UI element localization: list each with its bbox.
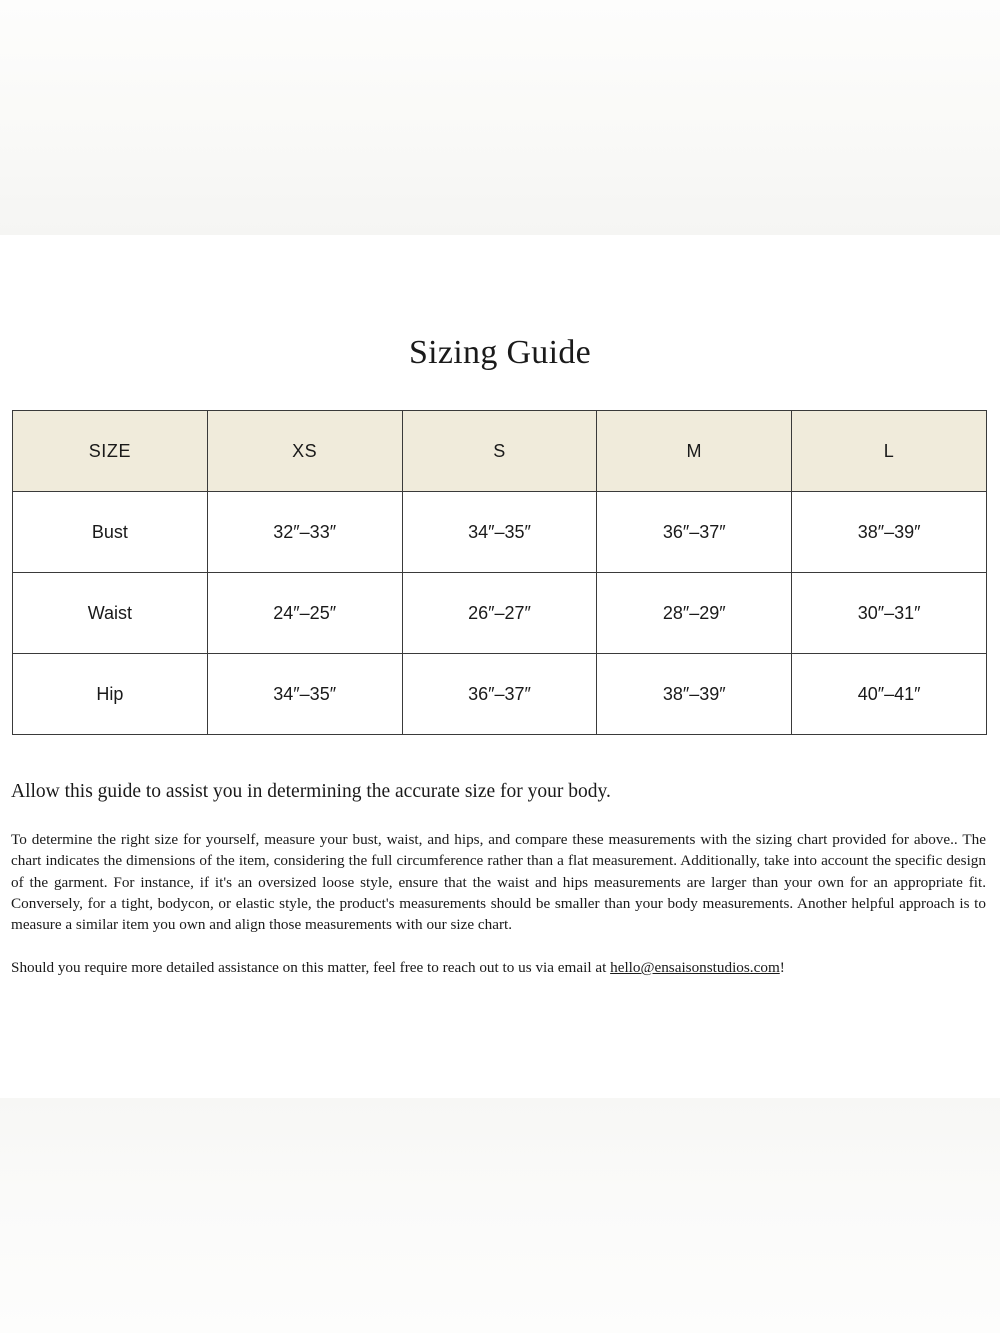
row-label-waist: Waist xyxy=(13,573,208,654)
header-cell-l: L xyxy=(792,411,987,492)
contact-end: ! xyxy=(779,959,785,976)
header-cell-m: M xyxy=(597,411,792,492)
table-row-hip xyxy=(13,654,987,735)
email-link[interactable]: hello@ensaisonstudios.com xyxy=(610,959,780,976)
bottom-background-band xyxy=(0,1098,1000,1333)
top-background-band xyxy=(0,0,1000,235)
table-cell: 34″–35″ xyxy=(207,654,402,735)
table-cell: 30″–31″ xyxy=(792,573,987,654)
table-cell: 36″–37″ xyxy=(402,654,597,735)
instructions-paragraph: To determine the right size for yourself, measure your bust, waist, and hips, and compare these measurements with the sizing chart provided for above.. The chart indicates the dimensions of the item, considering the full circumference rather than a flat measurement. Additionally, take into account the specific design of the garment. For instance, if it's an oversized loose style, ensure that the waist and hips measurements are larger than your own for an appropriate fit. Conversely, for a tight, bodycon, or elastic style, the product's measurements should be smaller than your body measurements. Another helpful approach is to measure a similar item you own and align those measurements with our size chart. xyxy=(11,831,986,934)
table-cell: 32″–33″ xyxy=(207,492,402,573)
intro-text: Allow this guide to assist you in determining the accurate size for your body. xyxy=(11,781,611,802)
size-chart-table xyxy=(12,410,987,735)
row-label-hip: Hip xyxy=(13,654,208,735)
header-cell-s: S xyxy=(402,411,597,492)
header-cell-size: SIZE xyxy=(13,411,208,492)
table-cell: 34″–35″ xyxy=(402,492,597,573)
contact-text: Should you require more detailed assistance on this matter, feel free to reach out to us via email at xyxy=(11,959,611,976)
table-row-waist xyxy=(13,573,987,654)
row-label-bust: Bust xyxy=(13,492,208,573)
table-cell: 38″–39″ xyxy=(792,492,987,573)
page-title: Sizing Guide xyxy=(408,334,592,371)
table-cell: 40″–41″ xyxy=(792,654,987,735)
table-cell: 36″–37″ xyxy=(597,492,792,573)
table-cell: 38″–39″ xyxy=(597,654,792,735)
table-cell: 28″–29″ xyxy=(597,573,792,654)
table-cell: 26″–27″ xyxy=(402,573,597,654)
contact-paragraph xyxy=(11,957,986,978)
table-header-row xyxy=(13,411,987,492)
table-row-bust xyxy=(13,492,987,573)
table-cell: 24″–25″ xyxy=(207,573,402,654)
header-cell-xs: XS xyxy=(207,411,402,492)
